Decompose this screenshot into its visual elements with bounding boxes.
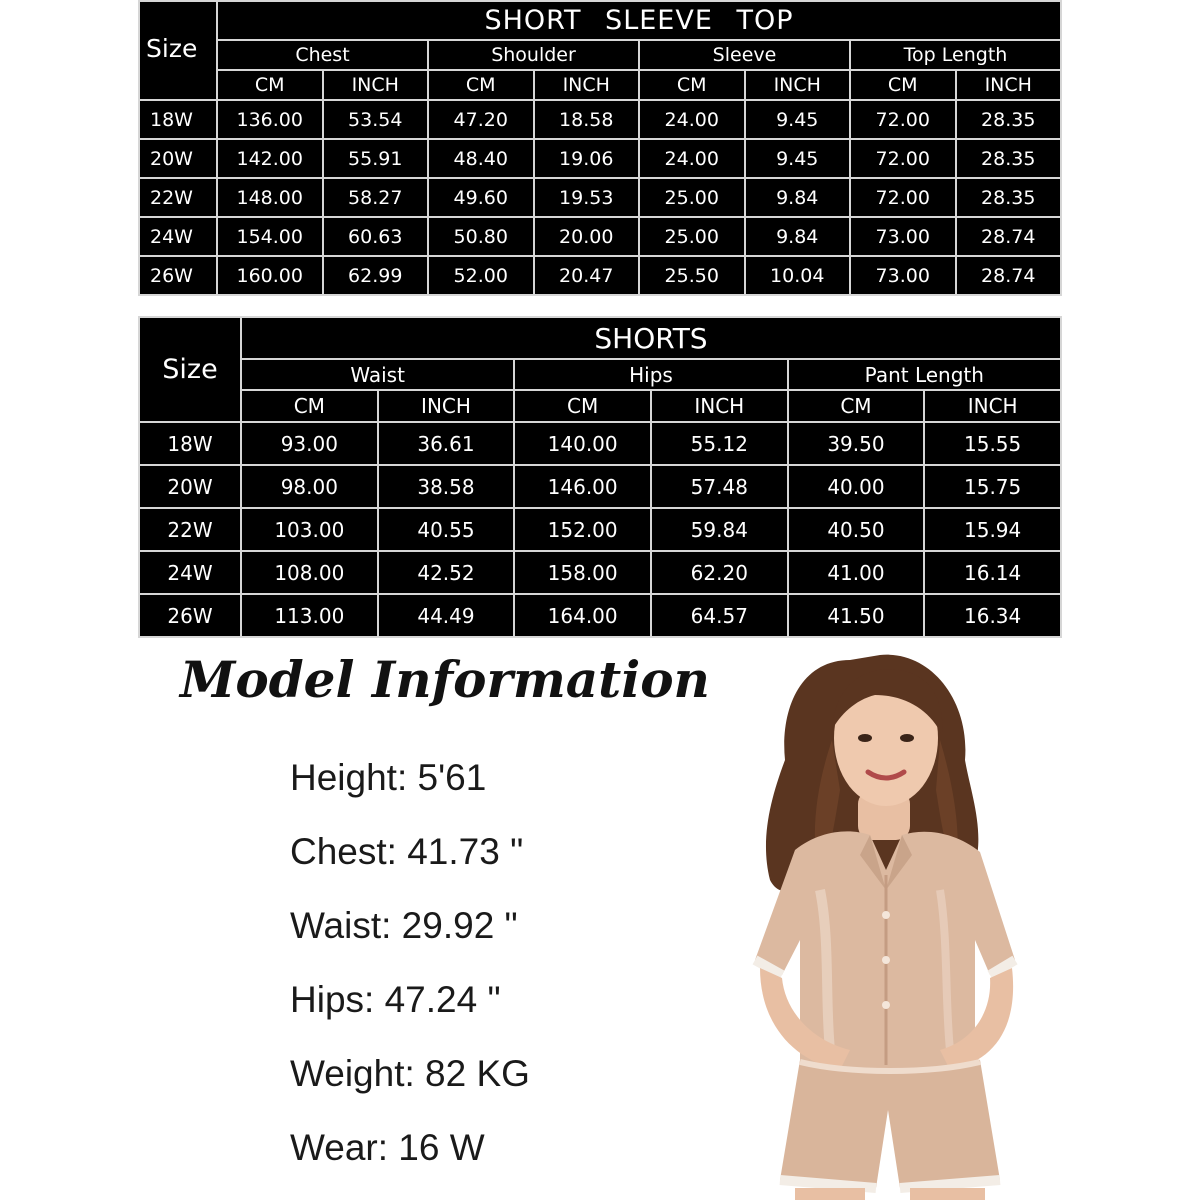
size-cell: 18W	[139, 422, 241, 465]
table-cell: 72.00	[850, 178, 956, 217]
size-cell: 26W	[139, 256, 217, 295]
table-row	[139, 594, 1061, 637]
table-cell: 103.00	[241, 508, 378, 551]
unit-header: CM	[514, 390, 651, 422]
table-cell: 73.00	[850, 256, 956, 295]
size-cell: 20W	[139, 465, 241, 508]
table-cell: 15.94	[924, 508, 1061, 551]
group-header-chest: Chest	[217, 40, 428, 70]
table-cell: 160.00	[217, 256, 323, 295]
table-cell: 113.00	[241, 594, 378, 637]
size-cell: 20W	[139, 139, 217, 178]
unit-header: INCH	[378, 390, 515, 422]
size-cell: 22W	[139, 508, 241, 551]
table-cell: 60.63	[323, 217, 429, 256]
table-row	[139, 422, 1061, 465]
table-cell: 62.20	[651, 551, 788, 594]
group-header-shoulder: Shoulder	[428, 40, 639, 70]
table-cell: 59.84	[651, 508, 788, 551]
table-cell: 49.60	[428, 178, 534, 217]
table-cell: 24.00	[639, 100, 745, 139]
table-row	[139, 551, 1061, 594]
table-cell: 25.50	[639, 256, 745, 295]
table-cell: 19.53	[534, 178, 640, 217]
size-cell: 24W	[139, 551, 241, 594]
table-cell: 108.00	[241, 551, 378, 594]
table-cell: 28.35	[956, 139, 1062, 178]
table-row	[139, 178, 1061, 217]
table-cell: 136.00	[217, 100, 323, 139]
model-waist: Waist: 29.92 "	[290, 905, 518, 946]
table-cell: 16.14	[924, 551, 1061, 594]
model-info-heading: Model Information	[180, 650, 710, 709]
table-cell: 9.84	[745, 217, 851, 256]
table-cell: 98.00	[241, 465, 378, 508]
table-cell: 15.55	[924, 422, 1061, 465]
size-header: Size	[139, 1, 217, 100]
table-cell: 93.00	[241, 422, 378, 465]
table-cell: 50.80	[428, 217, 534, 256]
table-cell: 9.45	[745, 100, 851, 139]
table-row	[139, 508, 1061, 551]
unit-header: INCH	[534, 70, 640, 100]
unit-header: CM	[639, 70, 745, 100]
table-cell: 40.55	[378, 508, 515, 551]
table-cell: 48.40	[428, 139, 534, 178]
table-cell: 53.54	[323, 100, 429, 139]
size-cell: 18W	[139, 100, 217, 139]
model-hips: Hips: 47.24 "	[290, 979, 501, 1020]
table-cell: 36.61	[378, 422, 515, 465]
table-row	[139, 465, 1061, 508]
table-cell: 40.50	[788, 508, 925, 551]
table-cell: 72.00	[850, 100, 956, 139]
group-header-waist: Waist	[241, 359, 514, 390]
table-title: SHORTS	[241, 317, 1061, 359]
table-cell: 148.00	[217, 178, 323, 217]
table-cell: 42.52	[378, 551, 515, 594]
table-cell: 62.99	[323, 256, 429, 295]
unit-header: CM	[241, 390, 378, 422]
table-cell: 55.12	[651, 422, 788, 465]
model-chest: Chest: 41.73 "	[290, 831, 524, 872]
table-cell: 28.35	[956, 178, 1062, 217]
unit-header: INCH	[745, 70, 851, 100]
table-row	[139, 100, 1061, 139]
table-cell: 44.49	[378, 594, 515, 637]
model-info-list	[290, 752, 530, 1196]
group-header-top-length: Top Length	[850, 40, 1061, 70]
table-cell: 20.47	[534, 256, 640, 295]
table-cell: 41.00	[788, 551, 925, 594]
model-photo	[700, 640, 1080, 1200]
table-cell: 64.57	[651, 594, 788, 637]
model-shorts	[780, 1060, 1000, 1188]
table-cell: 16.34	[924, 594, 1061, 637]
table-cell: 28.74	[956, 256, 1062, 295]
table-cell: 57.48	[651, 465, 788, 508]
table-cell: 47.20	[428, 100, 534, 139]
table-title: SHORT SLEEVE TOP	[217, 1, 1061, 40]
table-cell: 41.50	[788, 594, 925, 637]
table-cell: 25.00	[639, 217, 745, 256]
group-header-pant-length: Pant Length	[788, 359, 1061, 390]
size-cell: 26W	[139, 594, 241, 637]
table-cell: 52.00	[428, 256, 534, 295]
model-height: Height: 5'61	[290, 757, 487, 798]
table-cell: 19.06	[534, 139, 640, 178]
unit-header: CM	[788, 390, 925, 422]
table-cell: 20.00	[534, 217, 640, 256]
unit-header: CM	[217, 70, 323, 100]
table-cell: 9.45	[745, 139, 851, 178]
unit-header: CM	[850, 70, 956, 100]
table-cell: 152.00	[514, 508, 651, 551]
table-row	[139, 256, 1061, 295]
model-weight: Weight: 82 KG	[290, 1053, 530, 1094]
table-cell: 55.91	[323, 139, 429, 178]
table-cell: 158.00	[514, 551, 651, 594]
table-cell: 9.84	[745, 178, 851, 217]
unit-header: INCH	[924, 390, 1061, 422]
table-cell: 10.04	[745, 256, 851, 295]
model-wear-size: Wear: 16 W	[290, 1127, 485, 1168]
table-cell: 40.00	[788, 465, 925, 508]
unit-header: CM	[428, 70, 534, 100]
unit-header: INCH	[956, 70, 1062, 100]
group-header-sleeve: Sleeve	[639, 40, 850, 70]
table-cell: 146.00	[514, 465, 651, 508]
table-cell: 24.00	[639, 139, 745, 178]
table-cell: 72.00	[850, 139, 956, 178]
table-cell: 154.00	[217, 217, 323, 256]
size-cell: 22W	[139, 178, 217, 217]
table-cell: 164.00	[514, 594, 651, 637]
top-size-table	[138, 0, 1062, 296]
unit-header: INCH	[323, 70, 429, 100]
table-cell: 39.50	[788, 422, 925, 465]
table-cell: 25.00	[639, 178, 745, 217]
table-cell: 142.00	[217, 139, 323, 178]
table-cell: 15.75	[924, 465, 1061, 508]
table-cell: 28.74	[956, 217, 1062, 256]
size-cell: 24W	[139, 217, 217, 256]
table-cell: 140.00	[514, 422, 651, 465]
table-cell: 18.58	[534, 100, 640, 139]
shorts-size-table	[138, 316, 1062, 638]
table-row	[139, 139, 1061, 178]
group-header-hips: Hips	[514, 359, 787, 390]
unit-header: INCH	[651, 390, 788, 422]
size-header: Size	[139, 317, 241, 422]
table-cell: 28.35	[956, 100, 1062, 139]
table-cell: 38.58	[378, 465, 515, 508]
table-row	[139, 217, 1061, 256]
table-cell: 58.27	[323, 178, 429, 217]
table-cell: 73.00	[850, 217, 956, 256]
